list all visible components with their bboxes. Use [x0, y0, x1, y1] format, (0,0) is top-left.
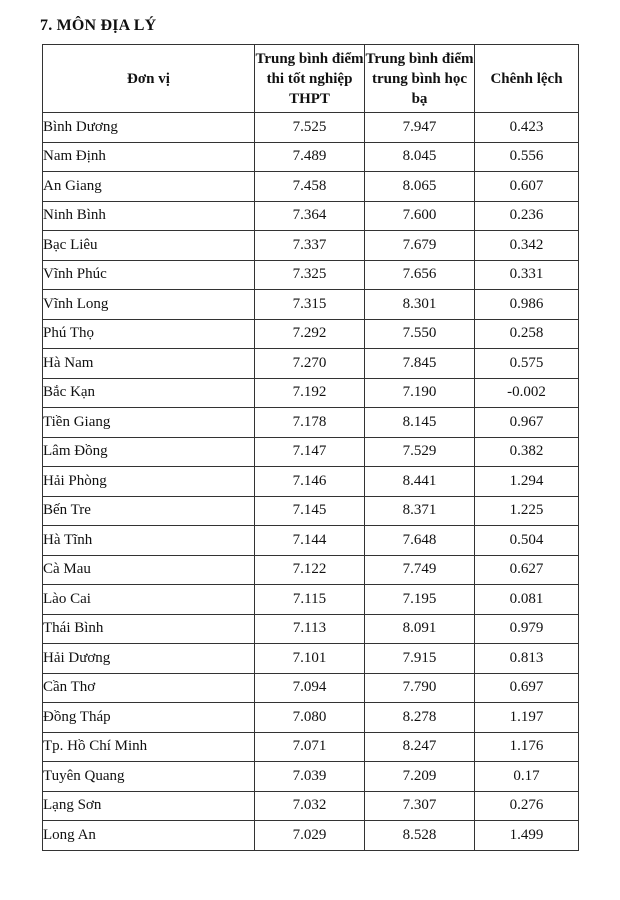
cell-unit: Bắc Kạn: [43, 378, 255, 408]
cell-difference: 0.423: [475, 113, 579, 143]
header-transcript-average: Trung bình điểm trung bình học bạ: [365, 45, 475, 113]
cell-exam-average: 7.145: [255, 496, 365, 526]
cell-difference: 0.331: [475, 260, 579, 290]
header-exam-average: Trung bình điểm thi tốt nghiệp THPT: [255, 45, 365, 113]
table-row: [43, 585, 579, 615]
table-row: [43, 349, 579, 379]
cell-transcript-average: 8.278: [365, 703, 475, 733]
table-row: [43, 290, 579, 320]
table-row: [43, 555, 579, 585]
cell-unit: Hà Nam: [43, 349, 255, 379]
cell-transcript-average: 8.065: [365, 172, 475, 202]
table-row: [43, 467, 579, 497]
table-row: [43, 732, 579, 762]
table-row: [43, 408, 579, 438]
cell-exam-average: 7.115: [255, 585, 365, 615]
cell-difference: 0.342: [475, 231, 579, 261]
header-row: [43, 45, 579, 113]
cell-difference: 0.081: [475, 585, 579, 615]
cell-difference: 0.979: [475, 614, 579, 644]
cell-transcript-average: 7.600: [365, 201, 475, 231]
cell-transcript-average: 7.195: [365, 585, 475, 615]
cell-difference: 1.225: [475, 496, 579, 526]
cell-transcript-average: 8.301: [365, 290, 475, 320]
cell-exam-average: 7.039: [255, 762, 365, 792]
table-row: [43, 437, 579, 467]
header-difference: Chênh lệch: [475, 45, 579, 113]
cell-difference: 0.697: [475, 673, 579, 703]
table-header: [43, 45, 579, 113]
cell-transcript-average: 8.045: [365, 142, 475, 172]
cell-difference: 0.382: [475, 437, 579, 467]
table-row: [43, 762, 579, 792]
cell-difference: 1.499: [475, 821, 579, 851]
cell-transcript-average: 7.915: [365, 644, 475, 674]
cell-exam-average: 7.147: [255, 437, 365, 467]
table-row: [43, 673, 579, 703]
cell-unit: Vĩnh Long: [43, 290, 255, 320]
cell-unit: Long An: [43, 821, 255, 851]
cell-unit: Cần Thơ: [43, 673, 255, 703]
cell-transcript-average: 7.209: [365, 762, 475, 792]
cell-transcript-average: 8.371: [365, 496, 475, 526]
cell-unit: Vĩnh Phúc: [43, 260, 255, 290]
cell-difference: 0.276: [475, 791, 579, 821]
cell-exam-average: 7.178: [255, 408, 365, 438]
table-row: [43, 231, 579, 261]
cell-exam-average: 7.192: [255, 378, 365, 408]
cell-difference: 0.575: [475, 349, 579, 379]
cell-exam-average: 7.101: [255, 644, 365, 674]
cell-transcript-average: 7.307: [365, 791, 475, 821]
cell-unit: Bình Dương: [43, 113, 255, 143]
cell-transcript-average: 8.441: [365, 467, 475, 497]
cell-exam-average: 7.315: [255, 290, 365, 320]
cell-difference: 0.607: [475, 172, 579, 202]
table-row: [43, 644, 579, 674]
cell-unit: Đồng Tháp: [43, 703, 255, 733]
cell-transcript-average: 7.679: [365, 231, 475, 261]
cell-exam-average: 7.032: [255, 791, 365, 821]
cell-transcript-average: 7.529: [365, 437, 475, 467]
cell-unit: Ninh Bình: [43, 201, 255, 231]
table-row: [43, 172, 579, 202]
cell-unit: Tiền Giang: [43, 408, 255, 438]
table-row: [43, 496, 579, 526]
cell-exam-average: 7.337: [255, 231, 365, 261]
cell-exam-average: 7.029: [255, 821, 365, 851]
table-row: [43, 526, 579, 556]
cell-difference: 1.176: [475, 732, 579, 762]
cell-unit: Hải Dương: [43, 644, 255, 674]
cell-exam-average: 7.525: [255, 113, 365, 143]
table-row: [43, 378, 579, 408]
cell-unit: An Giang: [43, 172, 255, 202]
cell-difference: 0.236: [475, 201, 579, 231]
cell-transcript-average: 8.145: [365, 408, 475, 438]
cell-transcript-average: 8.528: [365, 821, 475, 851]
cell-transcript-average: 7.749: [365, 555, 475, 585]
table-row: [43, 703, 579, 733]
cell-difference: 0.986: [475, 290, 579, 320]
cell-transcript-average: 7.190: [365, 378, 475, 408]
cell-transcript-average: 7.790: [365, 673, 475, 703]
table-row: [43, 142, 579, 172]
cell-exam-average: 7.071: [255, 732, 365, 762]
cell-transcript-average: 7.648: [365, 526, 475, 556]
cell-unit: Lâm Đồng: [43, 437, 255, 467]
cell-exam-average: 7.122: [255, 555, 365, 585]
cell-exam-average: 7.364: [255, 201, 365, 231]
cell-transcript-average: 8.247: [365, 732, 475, 762]
cell-difference: 0.504: [475, 526, 579, 556]
cell-difference: 1.197: [475, 703, 579, 733]
table-row: [43, 113, 579, 143]
cell-unit: Tp. Hồ Chí Minh: [43, 732, 255, 762]
table-row: [43, 791, 579, 821]
cell-transcript-average: 7.656: [365, 260, 475, 290]
cell-unit: Lào Cai: [43, 585, 255, 615]
cell-exam-average: 7.292: [255, 319, 365, 349]
cell-difference: 1.294: [475, 467, 579, 497]
cell-exam-average: 7.325: [255, 260, 365, 290]
cell-exam-average: 7.080: [255, 703, 365, 733]
table-row: [43, 614, 579, 644]
cell-unit: Hà Tĩnh: [43, 526, 255, 556]
cell-difference: 0.627: [475, 555, 579, 585]
cell-unit: Bạc Liêu: [43, 231, 255, 261]
cell-unit: Phú Thọ: [43, 319, 255, 349]
cell-transcript-average: 7.947: [365, 113, 475, 143]
table-row: [43, 260, 579, 290]
cell-unit: Hải Phòng: [43, 467, 255, 497]
cell-exam-average: 7.146: [255, 467, 365, 497]
cell-difference: 0.258: [475, 319, 579, 349]
cell-difference: 0.17: [475, 762, 579, 792]
cell-exam-average: 7.489: [255, 142, 365, 172]
cell-difference: -0.002: [475, 378, 579, 408]
cell-transcript-average: 7.550: [365, 319, 475, 349]
cell-unit: Bến Tre: [43, 496, 255, 526]
cell-difference: 0.967: [475, 408, 579, 438]
header-unit: Đơn vị: [43, 45, 255, 113]
cell-exam-average: 7.144: [255, 526, 365, 556]
table-row: [43, 201, 579, 231]
scores-table: [42, 44, 579, 851]
cell-exam-average: 7.270: [255, 349, 365, 379]
cell-unit: Thái Bình: [43, 614, 255, 644]
cell-exam-average: 7.458: [255, 172, 365, 202]
cell-transcript-average: 8.091: [365, 614, 475, 644]
cell-difference: 0.556: [475, 142, 579, 172]
table-row: [43, 821, 579, 851]
section-title: 7. MÔN ĐỊA LÝ: [40, 17, 157, 34]
table-body: [43, 113, 579, 851]
cell-difference: 0.813: [475, 644, 579, 674]
cell-unit: Cà Mau: [43, 555, 255, 585]
table-row: [43, 319, 579, 349]
cell-transcript-average: 7.845: [365, 349, 475, 379]
cell-unit: Nam Định: [43, 142, 255, 172]
cell-exam-average: 7.113: [255, 614, 365, 644]
cell-exam-average: 7.094: [255, 673, 365, 703]
cell-unit: Tuyên Quang: [43, 762, 255, 792]
cell-unit: Lạng Sơn: [43, 791, 255, 821]
